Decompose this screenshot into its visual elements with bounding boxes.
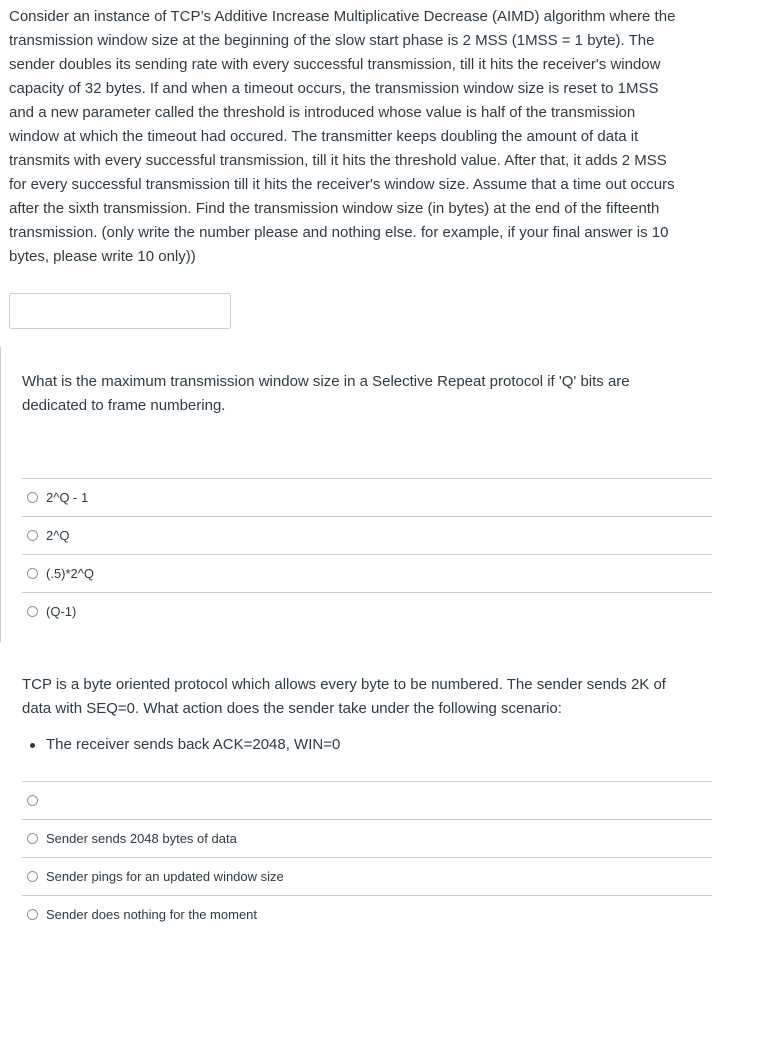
option-label: (Q-1)	[46, 604, 77, 619]
question-2-answers	[22, 478, 712, 630]
radio-button-icon[interactable]	[27, 909, 38, 920]
option-label: (.5)*2^Q	[46, 566, 95, 581]
question-3-answers	[22, 781, 712, 933]
question-2-option-1[interactable]	[22, 478, 712, 516]
question-3-bullet	[30, 733, 340, 757]
option-label: Sender pings for an updated window size	[46, 869, 284, 884]
question-3-option-3[interactable]	[22, 857, 712, 895]
radio-button-icon[interactable]	[27, 833, 38, 844]
radio-button-icon[interactable]	[27, 606, 38, 617]
option-label: Sender does nothing for the moment	[46, 907, 258, 922]
question-2-text: What is the maximum transmission window size in a Selective Repeat protocol if 'Q' bits are dedicated to frame numbering.	[22, 373, 630, 414]
radio-button-icon[interactable]	[27, 568, 38, 579]
question-3-option-2[interactable]	[22, 819, 712, 857]
radio-button-icon[interactable]	[27, 530, 38, 541]
question-2-left-border	[0, 347, 1, 642]
question-1-answer-input[interactable]	[9, 293, 231, 329]
question-2-option-2[interactable]	[22, 516, 712, 554]
question-3-option-1[interactable]	[22, 781, 712, 819]
radio-button-icon[interactable]	[27, 795, 38, 806]
question-3-option-4[interactable]	[22, 895, 712, 933]
question-3-text: TCP is a byte oriented protocol which allows every byte to be numbered. The sender sends 2K of data with SEQ=0. What action does the sender take under the following scenario:	[22, 676, 666, 717]
option-label: 2^Q	[46, 528, 70, 543]
question-2-option-3[interactable]	[22, 554, 712, 592]
radio-button-icon[interactable]	[27, 492, 38, 503]
radio-button-icon[interactable]	[27, 871, 38, 882]
bullet-icon	[30, 743, 35, 748]
option-label: Sender sends 2048 bytes of data	[46, 831, 237, 846]
question-2-option-4[interactable]	[22, 592, 712, 630]
option-label: 2^Q - 1	[46, 490, 89, 505]
question-1-text: Consider an instance of TCP’s Additive Increase Multiplicative Decrease (AIMD) algorithm where the transmission window size at the beginning of the slow start phase is 2 MSS (1MSS = 1 byte). The sender doubles its sending rate with every successful transmission, till it hits the receiver's window capacity of 32 bytes. If and when a timeout occurs, the transmission window size is reset to 1MSS and a new parameter called the threshold is introduced whose value is half of the transmission window at which the timeout had occured. The transmitter keeps doubling the amount of data it transmits with every successful transmission, till it hits the threshold value. After that, it adds 2 MSS for every successful transmission till it hits the receiver's window size. Assume that a time out occurs after the sixth transmission. Find the transmission window size (in bytes) at the end of the fifteenth transmission. (only write the number please and nothing else. for example, if your final answer is 10 bytes, please write 10 only))	[9, 8, 676, 265]
bullet-text: The receiver sends back ACK=2048, WIN=0	[46, 736, 341, 753]
